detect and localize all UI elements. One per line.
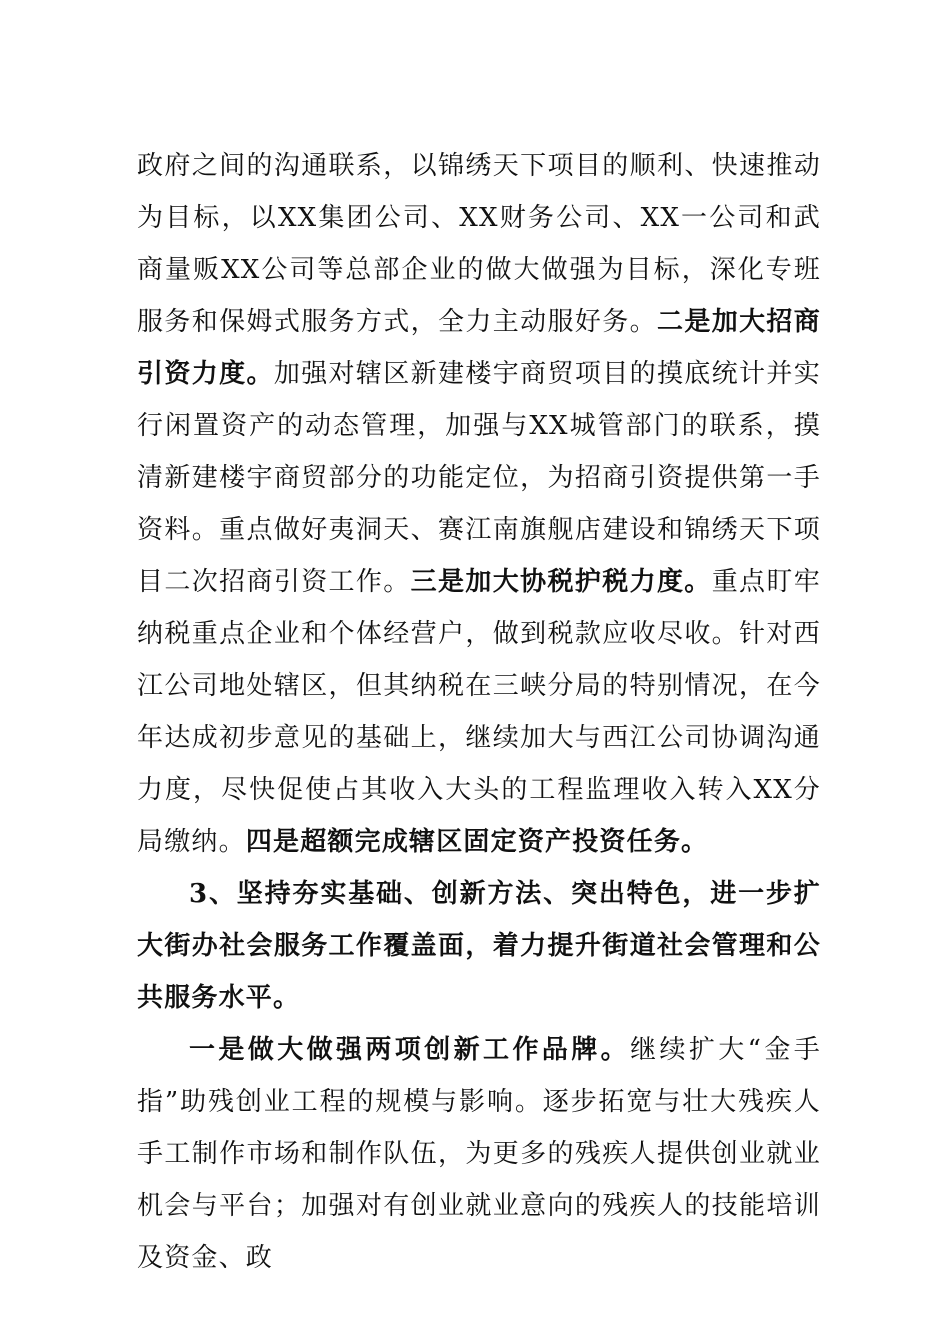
bold-heading-run: 一是做大做强两项创新工作品牌。 (189, 1035, 631, 1065)
text-run: 重点盯牢纳税重点企业和个体经营户，做到税款应收尽收。针对西江公司地处辖区，但其纳税在三峡分局的特别情况，在今年达成初步意见的基础上，继续加大与西江公司协调沟通力度，尽快促使占其收入大头的工程监理收入转入XX分局缴纳。 (137, 567, 821, 857)
text-run: 继续扩大“金手指”助残创业工程的规模与影响。逐步拓宽与壮大残疾人手工制作市场和制作队伍，为更多的残疾人提供创业就业机会与平台；加强对有创业就业意向的残疾人的技能培训及资金、政 (137, 1035, 821, 1273)
section-heading: 3、坚持夯实基础、创新方法、突出特色，进一步扩大街办社会服务工作覆盖面，着力提升街道社会管理和公共服务水平。 (137, 879, 821, 1013)
text-run: 政府之间的沟通联系，以锦绣天下项目的顺利、快速推动为目标，以XX集团公司、XX财务公司、XX一公司和武商量贩XX公司等总部企业的做大做强为目标，深化专班服务和保姆式服务方式，全力主动服好务。 (137, 151, 821, 337)
paragraph (137, 140, 821, 868)
document-body (137, 140, 821, 1284)
paragraph (137, 1024, 821, 1284)
bold-heading-run: 二是加大招商引资力度。 (137, 307, 821, 389)
bold-heading-run: 三是加大协税护税力度。 (410, 567, 712, 597)
bold-heading-run: 四是超额完成辖区固定资产投资任务。 (245, 827, 709, 857)
text-run: 加强对辖区新建楼宇商贸项目的摸底统计并实行闲置资产的动态管理，加强与XX城管部门的联系，摸清新建楼宇商贸部分的功能定位，为招商引资提供第一手资料。重点做好夷洞天、赛江南旗舰店建设和锦绣天下项目二次招商引资工作。 (137, 359, 821, 597)
section-heading-paragraph (137, 868, 821, 1024)
